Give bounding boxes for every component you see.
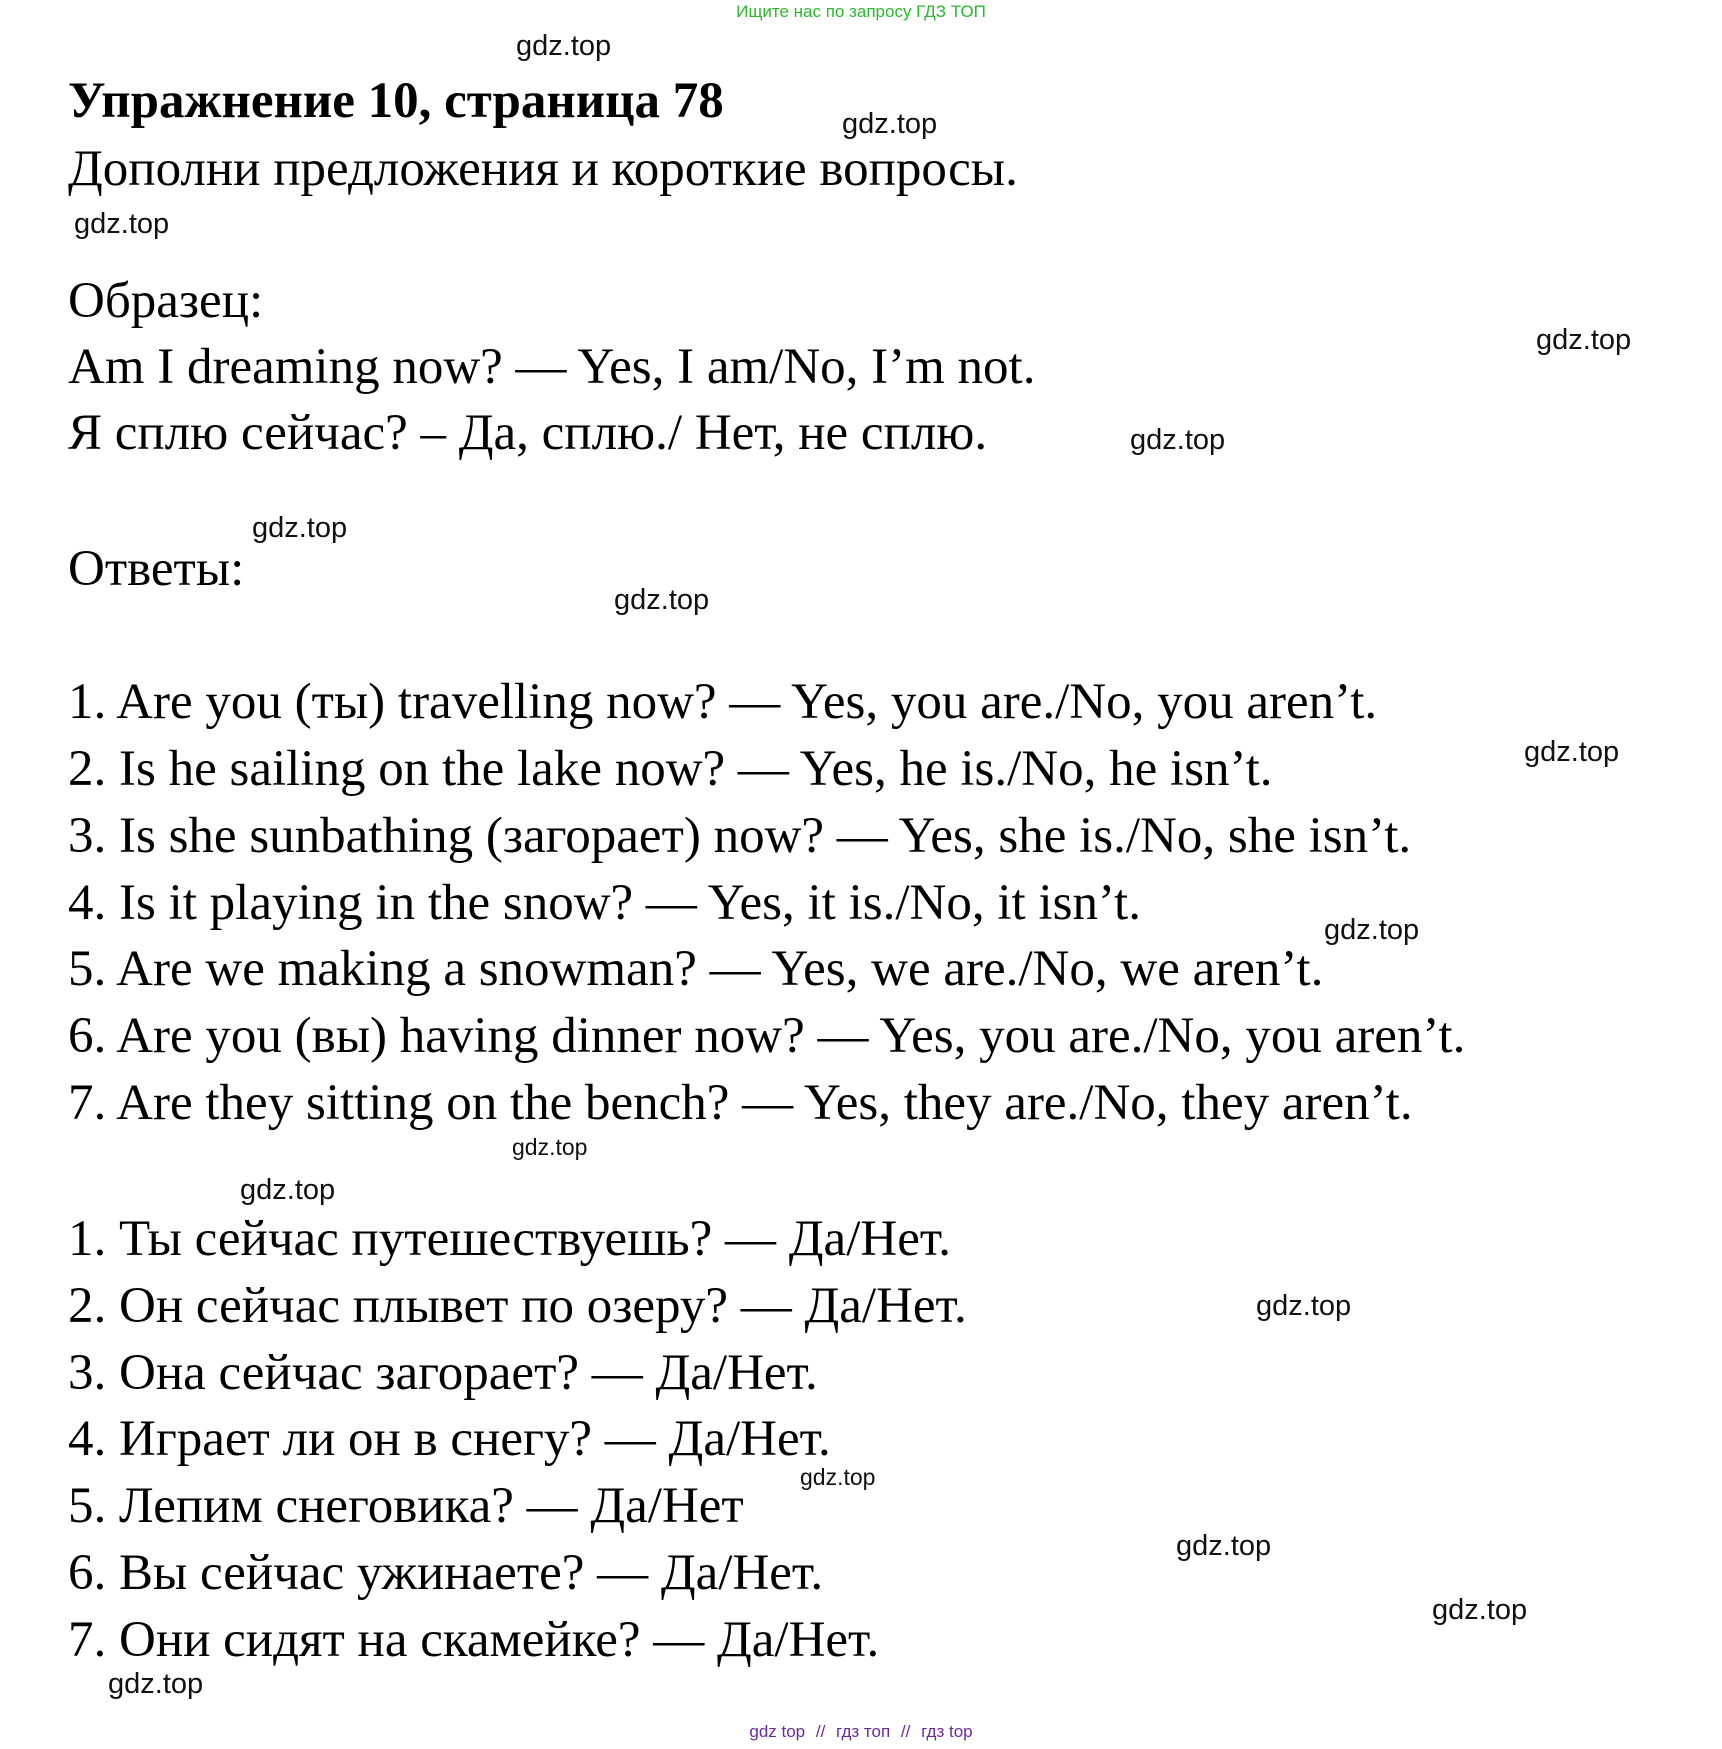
watermark: gdz.top [1130,424,1226,456]
instruction: Дополни предложения и короткие вопросы. [68,141,1018,197]
answer-en-5: 5. Are we making a snowman? — Yes, we are./No, we aren’t. [68,941,1324,997]
watermark: gdz.top [1432,1594,1528,1626]
watermark: gdz.top [1524,736,1620,768]
watermark: gdz.top [108,1668,204,1700]
sample-russian: Я сплю сейчас? – Да, сплю./ Нет, не сплю. [68,405,988,461]
watermark: gdz.top [1536,324,1632,356]
watermark: gdz.top [1324,914,1420,946]
sample-label: Образец: [68,273,264,329]
sample-english: Am I dreaming now? — Yes, I am/No, I’m not. [68,339,1036,395]
watermark: gdz.top [74,208,170,240]
answer-en-1: 1. Are you (ты) travelling now? — Yes, you are./No, you aren’t. [68,674,1378,730]
watermark: gdz.top [516,30,612,62]
watermark: gdz.top [614,584,710,616]
watermark: gdz.top [240,1174,336,1206]
footer-part-3: гдз top [921,1722,973,1741]
answer-ru-7: 7. Они сидят на скамейке? — Да/Нет. [68,1612,880,1668]
answer-en-4: 4. Is it playing in the snow? — Yes, it is./No, it isn’t. [68,875,1141,931]
watermark: gdz.top [1256,1290,1352,1322]
answer-en-3: 3. Is she sunbathing (загорает) now? — Yes, she is./No, she isn’t. [68,808,1412,864]
watermark: gdz.top [800,1464,876,1490]
answer-en-6: 6. Are you (вы) having dinner now? — Yes, you are./No, you aren’t. [68,1008,1466,1064]
answer-ru-4: 4. Играет ли он в снегу? — Да/Нет. [68,1411,831,1467]
answer-ru-1: 1. Ты сейчас путешествуешь? — Да/Нет. [68,1211,952,1267]
answer-en-7: 7. Are they sitting on the bench? — Yes, they are./No, they aren’t. [68,1075,1413,1131]
watermark: gdz.top [1176,1530,1272,1562]
exercise-title: Упражнение 10, страница 78 [68,73,724,129]
top-banner: Ищите нас по запросу ГДЗ ТОП [736,2,986,21]
footer-part-1: gdz top [749,1722,806,1741]
answer-en-2: 2. Is he sailing on the lake now? — Yes, he is./No, he isn’t. [68,741,1273,797]
watermark: gdz.top [252,512,348,544]
watermark: gdz.top [842,108,938,140]
answer-ru-3: 3. Она сейчас загорает? — Да/Нет. [68,1345,818,1401]
answers-label: Ответы: [68,541,245,597]
answer-ru-5: 5. Лепим снеговика? — Да/Нет [68,1478,744,1534]
footer [0,1722,1722,1742]
answer-ru-2: 2. Он сейчас плывет по озеру? — Да/Нет. [68,1278,967,1334]
footer-separator: // [900,1722,911,1741]
footer-part-2: гдз топ [836,1722,891,1741]
footer-separator: // [815,1722,826,1741]
watermark: gdz.top [512,1134,588,1160]
answer-ru-6: 6. Вы сейчас ужинаете? — Да/Нет. [68,1545,824,1601]
